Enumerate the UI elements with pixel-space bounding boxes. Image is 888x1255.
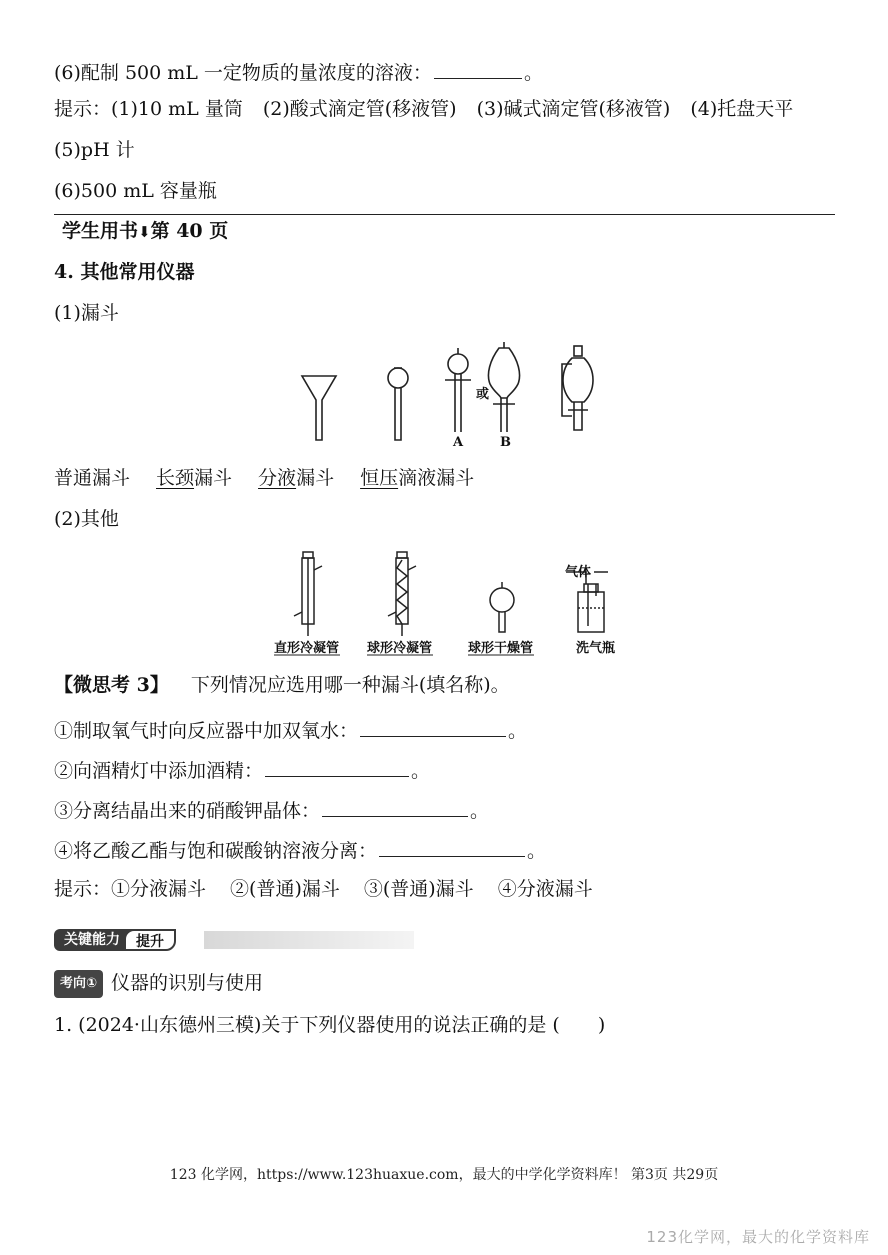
caption-straight-condenser: 直形冷凝管 — [274, 641, 340, 656]
think-item: ③分离结晶出来的硝酸钾晶体： 。 — [54, 796, 489, 824]
subsection-funnel: (1)漏斗 — [54, 302, 119, 324]
think-tag: 【微思考 3】 — [54, 674, 169, 696]
gas-washing-bottle-drawing — [566, 572, 608, 632]
hint-line-3: (6)500 mL 容量瓶 — [54, 180, 217, 202]
subsection-other: (2)其他 — [54, 508, 119, 530]
hint-line-2: (5)pH 计 — [54, 139, 135, 161]
hint-item: (3)碱式滴定管(移液管) — [476, 98, 671, 120]
page-reference: 学生用书⬇第 40 页 — [62, 220, 229, 242]
think-question: 下列情况应选用哪一种漏斗(填名称)。 — [190, 674, 510, 696]
think-heading — [54, 672, 510, 698]
answer-blank — [265, 756, 409, 777]
answer-blank — [360, 716, 506, 737]
other-instruments-figure — [266, 546, 636, 658]
key-ability-banner — [54, 929, 194, 951]
banner-right: 提升 — [124, 929, 176, 951]
section-title: 4. 其他常用仪器 — [54, 261, 195, 283]
divider — [54, 214, 835, 215]
answer-blank — [434, 58, 522, 79]
funnel-figure — [290, 340, 610, 450]
item-6-line: (6)配制 500 mL 一定物质的量浓度的溶液： 。 — [54, 58, 543, 86]
gas-label: 气体 — [565, 565, 592, 580]
instrument-captions — [274, 640, 615, 656]
answer-blank — [379, 836, 525, 857]
bulb-condenser-drawing — [388, 552, 416, 636]
think-hints: 提示：①分液漏斗 ②(普通)漏斗 ③(普通)漏斗 ④分液漏斗 — [54, 878, 593, 900]
hint-item: (4)托盘天平 — [690, 98, 794, 120]
hint-label: 提示： — [54, 98, 112, 120]
straight-condenser-drawing — [294, 552, 322, 636]
banner-bar — [204, 931, 414, 949]
or-label: 或 — [476, 387, 490, 402]
answer-blank — [322, 796, 468, 817]
question-1: 1. (2024·山东德州三模)关于下列仪器使用的说法正确的是 ( ) — [54, 1014, 606, 1036]
watermark: 123化学网，最大的化学资料库 — [646, 1228, 870, 1246]
hint-item: (1)10 mL 量筒 — [111, 98, 243, 120]
caption-bulb-condenser: 球形冷凝管 — [367, 641, 433, 656]
ordinary-funnel-drawing — [302, 376, 336, 440]
label-b: B — [500, 435, 511, 450]
hint-line-1 — [54, 96, 793, 122]
label-a: A — [453, 435, 464, 450]
banner-left: 关键能力 — [54, 929, 142, 951]
think-item: ①制取氧气时向反应器中加双氧水： 。 — [54, 716, 527, 744]
think-item: ④将乙酸乙酯与饱和碳酸钠溶液分离： 。 — [54, 836, 546, 864]
hint-item: (2)酸式滴定管(移液管) — [262, 98, 457, 120]
caption-drying-tube: 球形干燥管 — [468, 641, 534, 656]
funnel-names: 普通漏斗 长颈漏斗 分液漏斗 恒压滴液漏斗 — [54, 467, 475, 489]
separatory-funnel-b-drawing — [488, 342, 519, 450]
constant-pressure-funnel-drawing — [562, 346, 593, 430]
footer: 123 化学网，https://www.123huaxue.com，最大的中学化学资料库！ 第3页 共29页 — [169, 1167, 719, 1183]
arrow-down-icon: ⬇ — [138, 223, 151, 241]
caption-washing-bottle: 洗气瓶 — [576, 641, 616, 656]
bulb-drying-tube-drawing — [490, 582, 514, 632]
separatory-funnel-a-drawing — [445, 348, 471, 450]
kaoxiang-title: 仪器的识别与使用 — [111, 972, 264, 994]
kaoxiang-tag: 考向① — [54, 970, 103, 998]
think-item: ②向酒精灯中添加酒精： 。 — [54, 756, 430, 784]
kaoxiang-heading — [54, 970, 263, 998]
long-neck-funnel-drawing — [388, 368, 408, 440]
